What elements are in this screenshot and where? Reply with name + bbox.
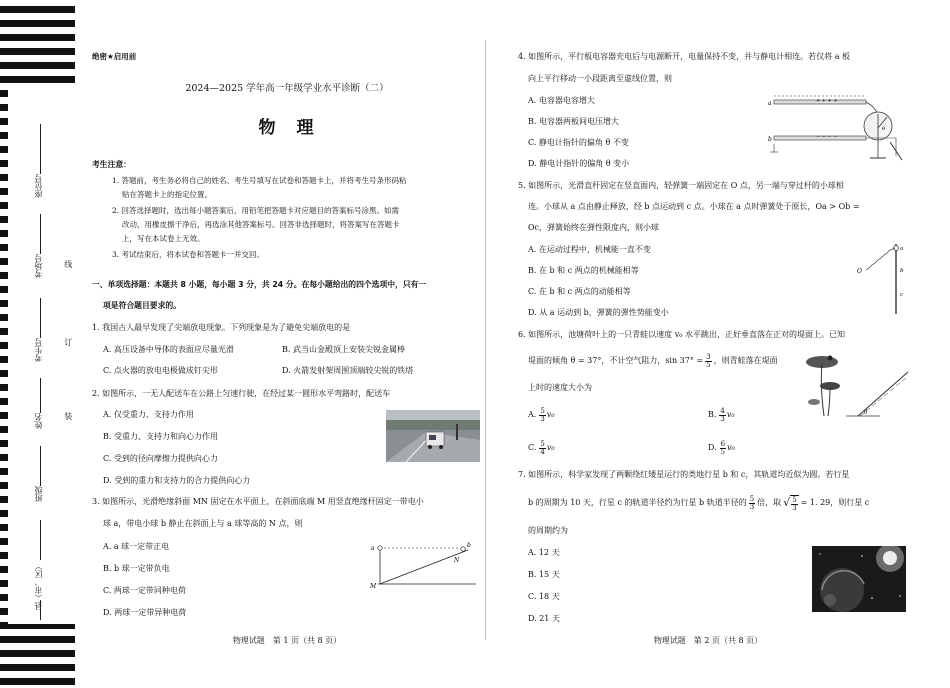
q3-option-a: A. a 球一定带正电 — [103, 542, 170, 551]
subject-title: 物 理 — [258, 118, 316, 138]
fig-label-c: c — [900, 292, 904, 298]
binding-strip — [0, 0, 80, 688]
q5-stem-cont2: Oc，弹簧始终在弹性限度内，则小球 — [528, 223, 660, 232]
velocity-symbol: v₀ — [546, 442, 555, 452]
fig-label-m: M — [370, 583, 377, 590]
q6-fraction — [705, 354, 711, 369]
q7-stem-part: b 的周期为 10 天，行星 c 的轨道半径约为行星 b 轨道半径的 — [528, 497, 747, 507]
option-letter: D. — [708, 442, 717, 452]
fraction-numerator: 5 — [749, 494, 755, 503]
notice-line: 3. 考试结束后，将本试卷和答题卡一并交回。 — [112, 250, 265, 259]
fig-label-b: b — [900, 268, 904, 274]
velocity-symbol: v₀ — [727, 442, 735, 452]
option-letter: B. — [708, 409, 717, 419]
q1-option-c: C. 点火器的放电电极做成钉尖形 — [103, 366, 218, 375]
exam-title: 2024—2025 学年高一年级学业水平诊断（二） — [185, 83, 389, 94]
staple-mark: 订 — [63, 338, 73, 346]
q5-option-a: A. 在运动过程中，机械能一直不变 — [528, 245, 651, 254]
q2-stem: 2. 如图所示，一无人配送车在公路上匀速行驶，在经过某一圆形水平弯路时，配送车 — [92, 389, 391, 398]
exam-room-label: 考场号 — [34, 254, 43, 278]
q1-stem: 1. 我国古人最早发现了尖端放电现象。下列现象是为了避免尖端放电的是 — [92, 323, 351, 332]
notice-line: 贴在答题卡上的指定位置。 — [122, 190, 212, 199]
notice-line: 改动，用橡皮擦干净后，再选涂其他答案标号。回答非选择题时，将答案写在答题卡 — [122, 220, 400, 229]
option-letter: A. — [528, 409, 537, 419]
bind-mark: 装 — [63, 412, 73, 420]
fig-label-b: b — [768, 136, 772, 143]
confidential-mark: 绝密★启用前 — [92, 52, 137, 61]
fraction-numerator: 5 — [540, 406, 545, 415]
spring-rod-diagram — [852, 240, 912, 316]
q2-option-d: D. 受到的重力和支持力的合力提供向心力 — [103, 476, 251, 485]
q3-stem: 3. 如图所示，光滑绝缘斜面 MN 固定在水平面上，在斜面底端 M 用竖直绝缘杆固定一带电小 — [92, 497, 424, 506]
notice-heading: 考生注意： — [92, 160, 131, 169]
page-footer-right: 物理试题 第 2 页（共 8 页） — [653, 636, 763, 645]
option-letter: C. — [528, 442, 537, 452]
q5-option-c: C. 在 b 和 c 两点的动能相等 — [528, 287, 631, 296]
q3-stem-cont: 球 a，带电小球 b 静止在斜面上与 a 球等高的 N 点，则 — [103, 519, 303, 528]
fig-label-n: N — [454, 557, 460, 564]
column-divider — [485, 40, 486, 640]
frog-lotus-diagram — [800, 346, 910, 418]
fig-label-a: a — [900, 246, 904, 252]
sqrt-icon: √ — [783, 495, 791, 509]
q7-stem-part: 倍，取 — [757, 497, 782, 507]
q2-option-b: B. 受重力、支持力和向心力作用 — [103, 432, 218, 441]
county-label: 县（市、区） — [34, 562, 43, 610]
q7-stem: 7. 如图所示，科学家发现了两颗绕红矮星运行的类地行星 b 和 c，其轨道均近似为圆。若行星 — [518, 470, 850, 479]
red-dwarf-planets-image — [812, 546, 906, 612]
fraction-denominator: 5 — [720, 447, 726, 456]
q3-option-d: D. 两球一定带异种电荷 — [103, 608, 187, 617]
q6-option-c — [528, 437, 555, 459]
notice-line: 上，写在本试卷上无效。 — [122, 234, 205, 243]
velocity-symbol: v₀ — [726, 409, 735, 419]
notice-line: 2. 回答选择题时，选出每小题答案后，用铅笔把答题卡对应题目的答案标号涂黑。如需 — [112, 206, 400, 215]
fraction-numerator: 6 — [720, 439, 726, 448]
fraction-numerator: 5 — [792, 495, 797, 504]
q7-sqrt — [783, 495, 798, 512]
q7-stem-cont: 的周期约为 — [528, 526, 568, 535]
notice-line: 1. 答题前，考生务必将自己的姓名、考生号填写在试卷和答题卡上，并将考生号条形码粘 — [112, 176, 407, 185]
fig-label-a: a — [768, 100, 772, 107]
delivery-vehicle-photo — [386, 410, 480, 462]
fig-label-theta: θ — [882, 126, 886, 132]
q4-option-c: C. 静电计指针的偏角 θ 不变 — [528, 138, 629, 147]
fraction-numerator: 5 — [540, 439, 545, 448]
fraction-denominator: 5 — [706, 360, 711, 369]
q5-stem: 5. 如图所示，光滑直杆固定在竖直面内，轻弹簧一端固定在 O 点，另一端与穿过杆的小球相 — [518, 181, 844, 190]
q4-stem-cont: 向上平行移动一小段距离至虚线位置，则 — [528, 74, 672, 83]
q6-stem-cont: 上时的速度大小为 — [528, 383, 592, 392]
q6-option-d — [708, 437, 735, 459]
q7-stem-line2 — [528, 492, 869, 514]
q7-option-d: D. 21 天 — [528, 614, 560, 623]
fraction-numerator: 3 — [706, 352, 711, 361]
q5-stem-cont: 连。小球从 a 点由静止释放，经 b 点运动到 c 点。小球在 a 点时弹簧处于原长，Oa > Ob = — [528, 202, 860, 211]
q7-option-b: B. 15 天 — [528, 570, 560, 579]
class-label: 班级 — [34, 486, 43, 502]
fig-label-b: b — [467, 542, 471, 549]
option-fraction — [539, 441, 545, 456]
fig-label-a: a — [371, 545, 375, 552]
q6-stem-part: ，则青蛙落在堤面 — [713, 355, 778, 365]
fraction-denominator: 3 — [749, 502, 755, 511]
q1-option-d: D. 火箭发射架周围顶端较尖锐的铁塔 — [282, 366, 414, 375]
section-heading-cont: 项是符合题目要求的。 — [103, 301, 181, 310]
q4-option-a: A. 电容器电容增大 — [528, 96, 595, 105]
q5-option-d: D. 从 a 运动到 b，弹簧的弹性势能变小 — [528, 308, 669, 317]
q5-option-b: B. 在 b 和 c 两点的机械能相等 — [528, 266, 639, 275]
sqrt-radicand — [790, 495, 798, 512]
q6-option-b — [708, 404, 735, 426]
q3-option-c: C. 两球一定带同种电荷 — [103, 586, 186, 595]
fraction-denominator: 4 — [540, 447, 545, 456]
capacitor-electrometer-diagram — [766, 86, 906, 168]
cut-line-mark: 线 — [63, 260, 73, 268]
q4-stem: 4. 如图所示，平行板电容器充电后与电源断开，电量保持不变，并与静电计相连。若仅将 a 板 — [518, 52, 851, 61]
svg-text:+ + + +: + + + + — [816, 98, 838, 104]
fraction-denominator: 3 — [540, 414, 545, 423]
name-label: 姓名 — [34, 413, 43, 429]
student-number-label: 考生号 — [34, 338, 43, 362]
section-heading: 一、单项选择题：本题共 8 小题，每小题 3 分，共 24 分。在每小题给出的四个选项中，只有一 — [92, 280, 427, 289]
q7-option-a: A. 12 天 — [528, 548, 560, 557]
page-footer-left: 物理试题 第 1 页（共 8 页） — [232, 636, 342, 645]
q2-option-c: C. 受到的径向摩擦力提供向心力 — [103, 454, 218, 463]
velocity-symbol: v₀ — [546, 409, 555, 419]
q2-option-a: A. 仅受重力、支持力作用 — [103, 410, 194, 419]
q7-stem-part: = 1. 29，则行星 c — [800, 497, 870, 507]
q1-option-a: A. 高压设备中导体的表面应尽量光滑 — [103, 345, 234, 354]
q6-stem-line2 — [528, 350, 778, 372]
q4-option-d: D. 静电计指针的偏角 θ 变小 — [528, 159, 630, 168]
fig-label-o: O — [857, 268, 862, 275]
option-fraction — [539, 408, 545, 423]
option-fraction — [720, 441, 726, 456]
q4-option-b: B. 电容器两板间电压增大 — [528, 117, 619, 126]
q6-option-a — [528, 404, 555, 426]
q3-option-b: B. b 球一定带负电 — [103, 564, 170, 573]
seat-number-label: 座位号 — [34, 174, 43, 198]
incline-diagram — [368, 540, 480, 590]
q6-stem: 6. 如图所示，池塘荷叶上的一只青蛙以速度 v₀ 水平跳出，正好垂直落在正对的堤面上。已知 — [518, 330, 845, 339]
fraction-denominator: 3 — [720, 414, 725, 423]
q6-stem-part: 堤面的倾角 θ = 37°，不计空气阻力，sin 37° = — [528, 355, 704, 365]
svg-text:− − − −: − − − − — [816, 134, 838, 140]
q1-option-b: B. 武当山金殿顶上安装尖锐金属棒 — [282, 345, 405, 354]
fraction-numerator: 4 — [720, 406, 725, 415]
q7-option-c: C. 18 天 — [528, 592, 560, 601]
fig-label-theta: θ — [864, 410, 868, 416]
fraction-denominator: 3 — [792, 503, 797, 512]
option-fraction — [719, 408, 725, 423]
q7-fraction — [749, 496, 755, 511]
